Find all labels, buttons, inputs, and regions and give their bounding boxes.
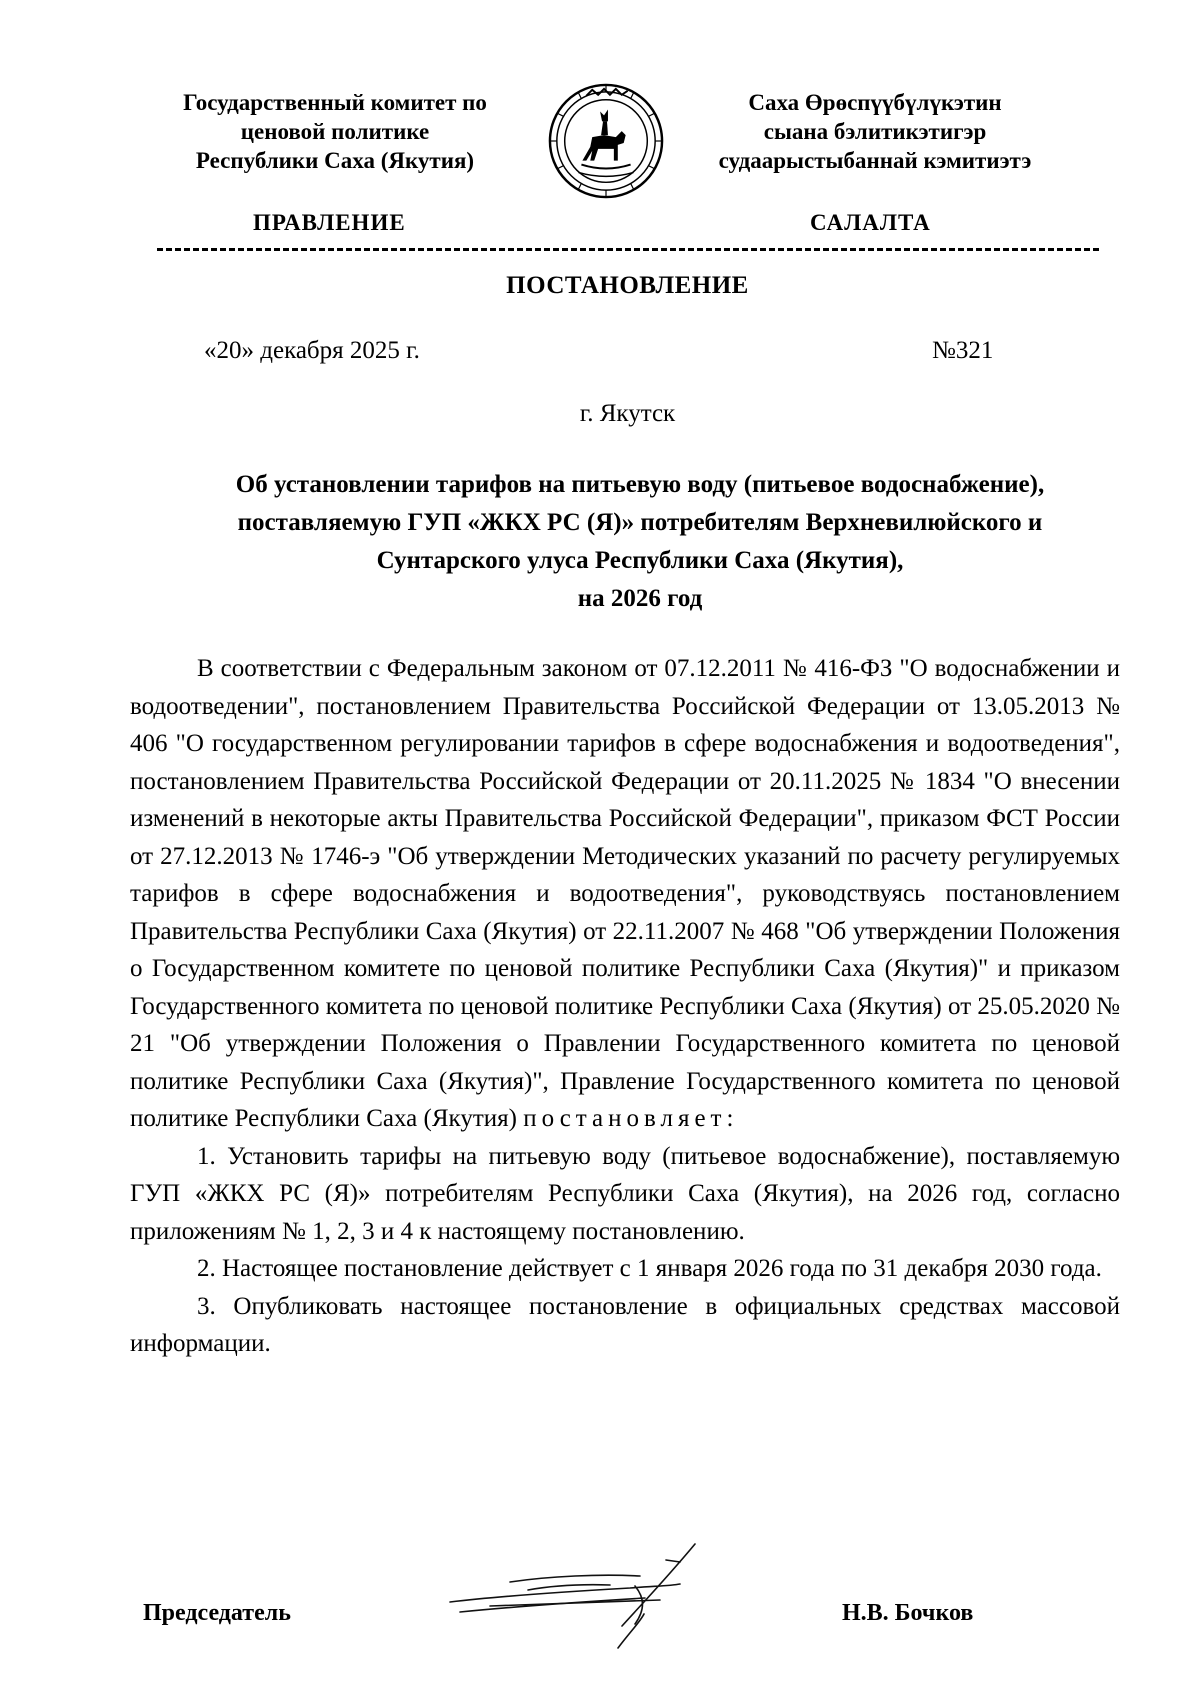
resolution-item: 1. Установить тарифы на питьевую воду (питьевое водоснабжение), поставляемую ГУП «ЖКХ РС (Я)» потребителям Республики Саха (Якутия), на 2026 год, согласно приложениям № 1, 2, 3 и 4 к настоящему постановлению. — [130, 1142, 1120, 1245]
preamble-text: В соответствии с Федеральным законом от 07.12.2011 № 416-ФЗ "О водоснабжении и водоотведении", постановлением Правительства Российской Федерации от 13.05.2013 № 406 "О государственном регулировании тарифов в сфере водоснабжения и водоотведения", постановлением Правительства Российской Федерации от 20.11.2025 № 1834 "О внесении изменений в некоторые акты Правительства Российской Федерации", приказом ФСТ России от 27.12.2013 № 1746-э "Об утверждении Методических указаний по расчету регулируемых тарифов в сфере водоснабжения и водоотведения", руководствуясь постановлением Правительства Республики Саха (Якутия) от 22.11.2007 № 468 "Об утверждении Положения о Государственном комитете по ценовой политике Республики Саха (Якутия)" и приказом Государственного комитета по ценовой политике Республики Саха (Якутия) от 25.05.2020 № 21 "Об утверждении Положения о Правлении Государственного комитета по ценовой политике Республики Саха (Якутия)", Правление Государственного комитета по ценовой политике Республики Саха (Якутия) — [130, 655, 1120, 1132]
org-name-line: судаарыстыбаннай кэмитиэтэ — [718, 148, 1032, 173]
preamble-paragraph — [130, 650, 1120, 1138]
document-number: №321 — [932, 337, 994, 364]
board-label-yakut: САЛАЛТА — [810, 210, 931, 235]
title-line: поставляемую ГУП «ЖКХ РС (Я)» потребителям Верхневилюйского и — [237, 509, 1043, 536]
document-title — [140, 466, 1140, 618]
org-name-yakut — [665, 88, 1085, 175]
title-line: на 2026 год — [577, 585, 703, 612]
header-divider — [157, 248, 1099, 251]
org-name-line: Саха Өрөспүүбүлүкэтин — [748, 90, 1002, 115]
org-name-line: ценовой политике — [240, 119, 430, 144]
coat-of-arms-emblem — [547, 82, 665, 200]
title-line: Сунтарского улуса Республики Саха (Якутия), — [376, 547, 904, 574]
org-name-line: сыана бэлитикэтигэр — [763, 119, 987, 144]
signatory-role: Председатель — [143, 1600, 291, 1626]
handwritten-signature — [430, 1540, 730, 1670]
org-name-line: Государственный комитет по — [183, 90, 487, 115]
resolution-item: 3. Опубликовать настоящее постановление в официальных средствах массовой информации. — [130, 1292, 1120, 1357]
document-date: «20» декабря 2025 г. — [204, 337, 420, 364]
document-type: ПОСТАНОВЛЕНИЕ — [506, 272, 749, 299]
org-name-line: Республики Саха (Якутия) — [195, 148, 475, 173]
document-city: г. Якутск — [579, 400, 676, 427]
org-name-russian — [150, 88, 520, 175]
board-label-russian: ПРАВЛЕНИЕ — [253, 210, 406, 235]
title-line: Об установлении тарифов на питьевую воду (питьевое водоснабжение), — [235, 471, 1045, 498]
document-body — [130, 650, 1120, 1363]
resolves-word: постановляет: — [523, 1105, 739, 1132]
resolution-item: 2. Настоящее постановление действует с 1 января 2026 года по 31 декабря 2030 года. — [197, 1255, 1102, 1282]
signatory-name: Н.В. Бочков — [842, 1600, 974, 1626]
